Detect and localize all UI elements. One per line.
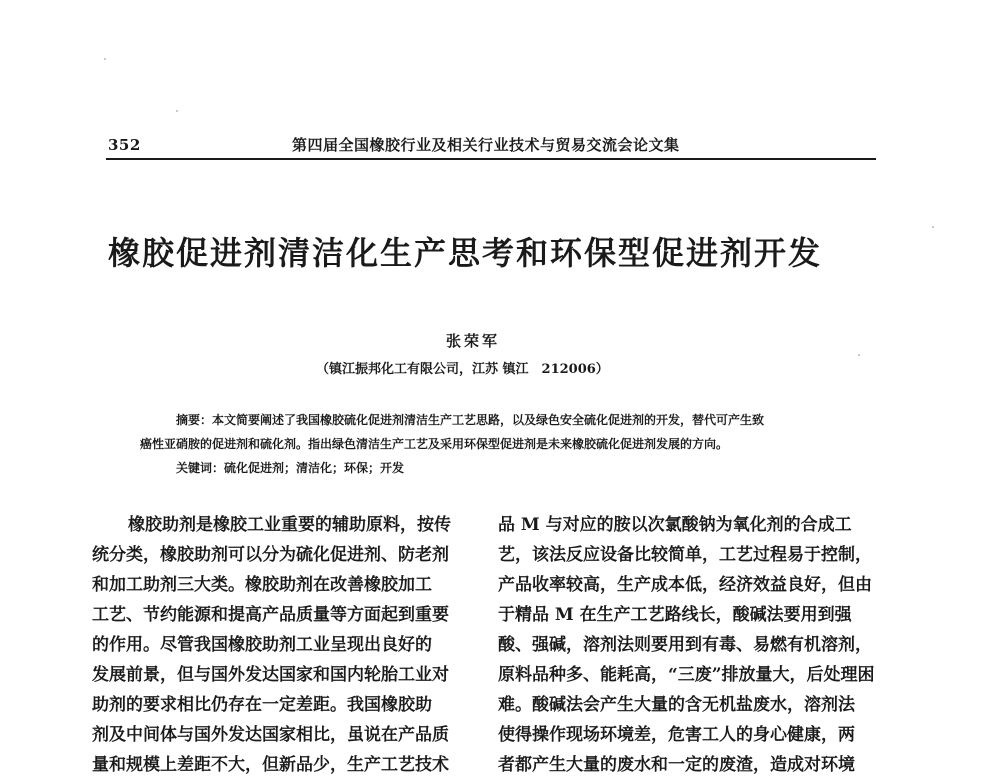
abstract-line-2: 癌性亚硝胺的促进剂和硫化剂。指出绿色清洁生产工艺及采用环保型促进剂是未来橡胶硫化促进剂发展的方向。 (140, 437, 729, 451)
body-line: 于精品 M 在生产工艺路线长，酸碱法要用到强 (498, 605, 852, 625)
body-line: 量和规模上差距不大，但新品少，生产工艺技术 (92, 755, 449, 775)
header-rule (106, 158, 876, 160)
paper-title: 橡胶促进剂清洁化生产思考和环保型促进剂开发 (108, 234, 823, 272)
body-right-column (498, 510, 888, 780)
body-line: 和加工助剂三大类。橡胶助剂在改善橡胶加工 (92, 575, 432, 595)
body-line: 剂及中间体与国外发达国家相比，虽说在产品质 (92, 725, 449, 745)
page-number: 352 (108, 136, 141, 154)
body-line: 难。酸碱法会产生大量的含无机盐废水，溶剂法 (498, 695, 855, 715)
body-line: 者都产生大量的废水和一定的废渣，造成对环境 (498, 755, 855, 775)
abstract-block (140, 408, 860, 480)
body-line: 橡胶助剂是橡胶工业重要的辅助原料，按传 (128, 515, 451, 535)
author-name: 张荣军 (446, 332, 501, 350)
body-line: 工艺、节约能源和提高产品质量等方面起到重要 (92, 605, 449, 625)
keywords: 关键词：硫化促进剂；清洁化；环保；开发 (176, 461, 405, 475)
body-line: 助剂的要求相比仍存在一定差距。我国橡胶助 (92, 695, 432, 715)
body-line: 品 M 与对应的胺以次氯酸钠为氧化剂的合成工 (498, 515, 852, 535)
scan-speck (932, 226, 934, 228)
body-left-column (92, 510, 472, 780)
body-line: 产品收率较高，生产成本低，经济效益良好，但由 (498, 575, 872, 595)
scan-speck (176, 110, 178, 112)
body-line: 统分类，橡胶助剂可以分为硫化促进剂、防老剂 (92, 545, 449, 565)
author-affiliation: （镇江振邦化工有限公司，江苏 镇江 212006） (316, 362, 609, 377)
body-line: 艺，该法反应设备比较简单，工艺过程易于控制， (498, 545, 872, 565)
body-line: 原料品种多、能耗高，“三废”排放量大，后处理困 (498, 665, 875, 685)
abstract-line-1: 摘要：本文简要阐述了我国橡胶硫化促进剂清洁生产工艺思路，以及绿色安全硫化促进剂的开发，替代可产生致 (176, 413, 765, 427)
body-line: 使得操作现场环境差，危害工人的身心健康，两 (498, 725, 855, 745)
scan-speck (858, 354, 860, 356)
body-line: 的作用。尽管我国橡胶助剂工业呈现出良好的 (92, 635, 432, 655)
body-line: 酸、强碱，溶剂法则要用到有毒、易燃有机溶剂， (498, 635, 872, 655)
body-line: 发展前景，但与国外发达国家和国内轮胎工业对 (92, 665, 449, 685)
running-header: 第四届全国橡胶行业及相关行业技术与贸易交流会论文集 (292, 136, 680, 154)
scan-speck (104, 58, 106, 60)
